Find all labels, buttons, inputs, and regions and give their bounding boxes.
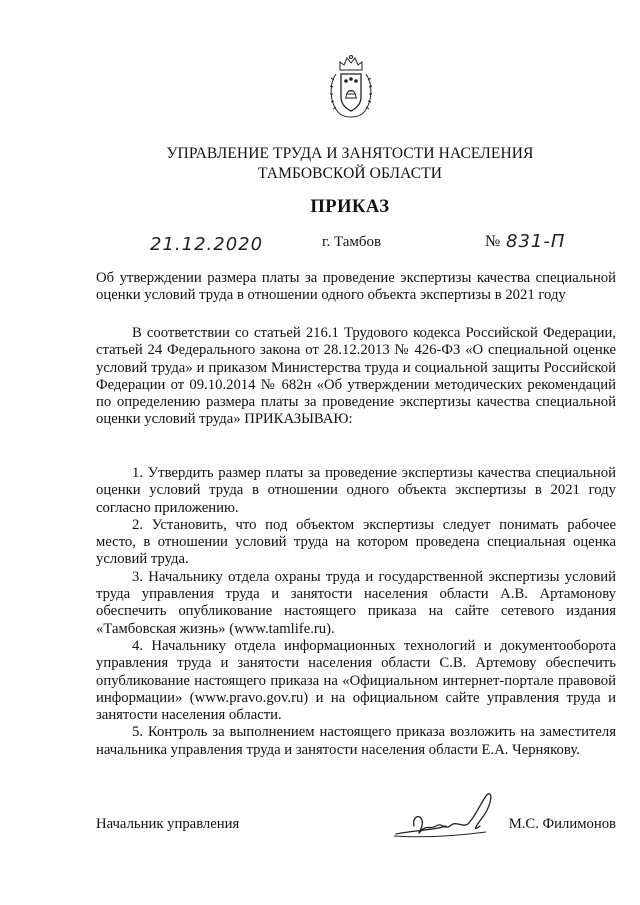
signatory-position: Начальник управления: [96, 816, 240, 832]
order-item-2: 2. Установить, что под объектом экспертизы следует понимать рабочее место, в отношении условий труда на котором проведена специальная оценка условий труда.: [96, 516, 616, 568]
organization-name-line1: УПРАВЛЕНИЕ ТРУДА И ЗАНЯТОСТИ НАСЕЛЕНИЯ: [166, 145, 534, 162]
organization-name-line2: ТАМБОВСКОЙ ОБЛАСТИ: [258, 165, 442, 182]
order-items: [96, 465, 616, 759]
signature-row: [96, 816, 616, 846]
signatory-name: М.С. Филимонов: [508, 816, 616, 832]
number-sign: №: [485, 233, 501, 250]
order-item-5: 5. Контроль за выполнением настоящего приказа возложить на заместителя начальника управления труда и занятости населения области Е.А. Чернякову.: [96, 724, 616, 758]
document-date: 21.12.2020: [150, 234, 264, 255]
document-subject: Об утверждении размера платы за проведение экспертизы качества специальной оценки условий труда в отношении одного объекта экспертизы в 2021 году: [96, 270, 616, 304]
document-title: ПРИКАЗ: [310, 197, 390, 217]
document-number: 831-П: [506, 231, 566, 252]
document-city: г. Тамбов: [322, 234, 382, 250]
order-item-1: 1. Утвердить размер платы за проведение экспертизы качества специальной оценки условий труда в отношении одного объекта экспертизы в 2021 году согласно приложению.: [96, 465, 616, 516]
handwritten-signature: [376, 786, 526, 846]
order-item-3: 3. Начальнику отдела охраны труда и государственной экспертизы условий труда управления труда и занятости населения области А.В. Артамонову обеспечить опубликование настоящего приказа на сайте сетевого издания «Тамбовская жизнь» (www.tamlife.ru).: [96, 568, 616, 637]
document-preamble: В соответствии со статьей 216.1 Трудового кодекса Российской Федерации, статьей 24 Федерального закона от 28.12.2013 № 426-ФЗ «О специальной оценке условий труда» и приказом Министерства труда и социальной защиты Российской Федерации от 09.10.2014 № 682н «Об утверждении методических рекомендаций по определению размера платы за проведение экспертизы качества специальной оценки условий труда» ПРИКАЗЫВАЮ:: [96, 325, 616, 428]
coat-of-arms-icon: [326, 52, 376, 122]
order-item-4: 4. Начальнику отдела информационных технологий и документооборота управления труда и занятости населения области С.В. Артемову обеспечить опубликование настоящего приказа на «Официальном интернет-портале правовой информации» (www.pravo.gov.ru) и на официальном сайте управления труда и занятости населения области.: [96, 637, 616, 724]
